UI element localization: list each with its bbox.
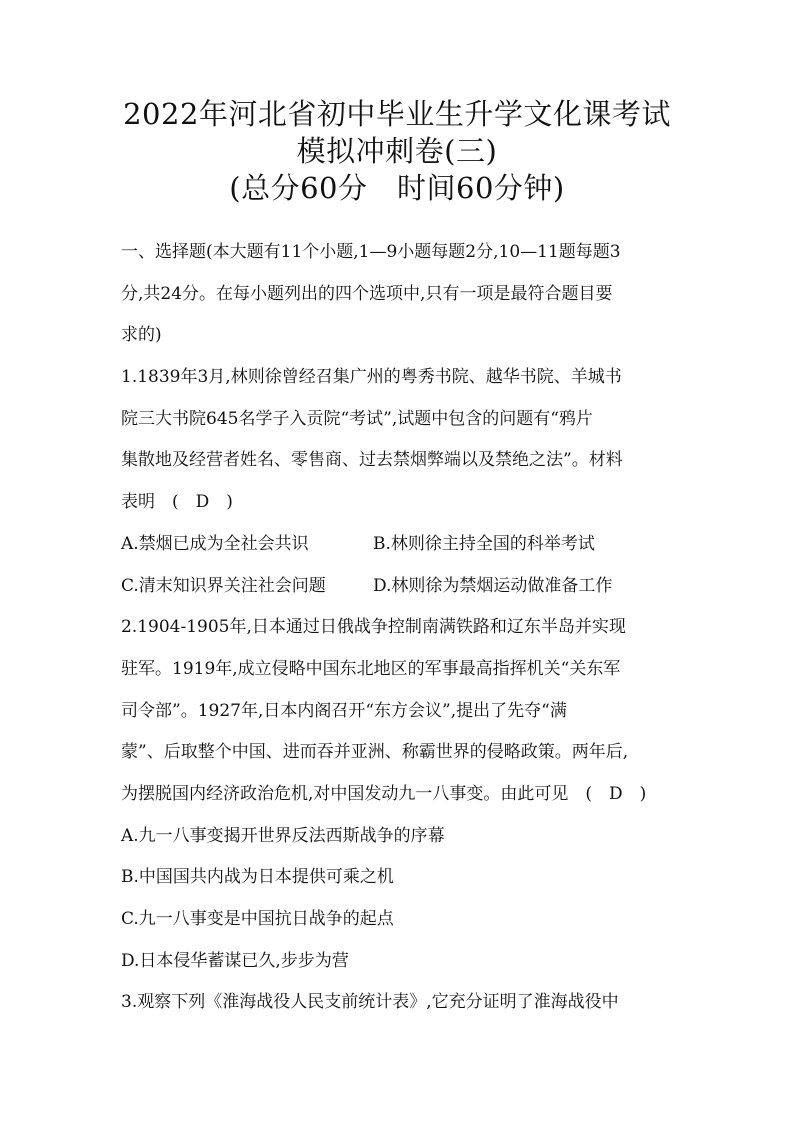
title-line-2: 模拟冲刺卷(三) xyxy=(296,134,498,168)
section-heading xyxy=(121,232,681,357)
question-3 xyxy=(121,982,681,1024)
q2-option-c: C.九一八事变是中国抗日战争的起点 xyxy=(121,909,394,929)
exam-body xyxy=(121,232,681,1024)
title-line-1: 2022年河北省初中毕业生升学文化课考试 xyxy=(123,97,671,131)
question-2 xyxy=(121,607,681,982)
q2-stem-line-2: 驻军。1919年,成立侵略中国东北地区的军事最高指挥机关“关东军 xyxy=(121,658,621,679)
section-line-2: 分,共24分。在每小题列出的四个选项中,只有一项是最符合题目要 xyxy=(121,283,613,304)
exam-title xyxy=(0,96,794,207)
q2-option-b: B.中国国共内战为日本提供可乘之机 xyxy=(121,867,394,888)
q1-stem-end: 表明 ( D ) xyxy=(121,492,233,513)
q1-stem-line-3: 集散地及经营者姓名、零售商、过去禁烟弊端以及禁绝之法”。材料 xyxy=(121,450,623,471)
question-1 xyxy=(121,357,681,607)
q1-option-a: A.禁烟已成为全社会共识 xyxy=(121,533,309,554)
q2-stem-line-3: 司令部”。1927年,日本内阁召开“东方会议”,提出了先夺“满 xyxy=(121,700,567,721)
q2-stem-line-4: 蒙”、后取整个中国、进而吞并亚洲、称霸世界的侵略政策。两年后, xyxy=(121,742,629,763)
q1-options-row-2 xyxy=(121,566,681,608)
section-line-3: 求的) xyxy=(121,325,162,346)
q2-stem-line-1: 2.1904-1905年,日本通过日俄战争控制南满铁路和辽东半岛并实现 xyxy=(121,617,626,638)
q3-stem-line-1: 3.观察下列《淮海战役人民支前统计表》,它充分证明了淮海战役中 xyxy=(121,992,619,1013)
title-line-3: (总分60分 时间60分钟) xyxy=(229,171,565,205)
q1-option-c: C.清末知识界关注社会问题 xyxy=(121,575,326,596)
q2-option-d: D.日本侵华蓄谋已久,步步为营 xyxy=(121,950,349,971)
q2-option-a: A.九一八事变揭开世界反法西斯战争的序幕 xyxy=(121,825,445,846)
q1-stem-line-2: 院三大书院645名学子入贡院“考试”,试题中包含的问题有“鸦片 xyxy=(121,408,593,429)
section-line-1: 一、选择题(本大题有11个小题,1—9小题每题2分,10—11题每题3 xyxy=(121,242,621,262)
q2-stem-line-5: 为摆脱国内经济政治危机,对中国发动九一八事变。由此可见 ( D ) xyxy=(121,783,647,804)
q1-option-b: B.林则徐主持全国的科举考试 xyxy=(373,533,595,554)
q1-option-d: D.林则徐为禁烟运动做准备工作 xyxy=(373,575,613,596)
q1-stem-line-1: 1.1839年3月,林则徐曾经召集广州的粤秀书院、越华书院、羊城书 xyxy=(121,367,622,388)
q1-options-row-1 xyxy=(121,524,681,566)
